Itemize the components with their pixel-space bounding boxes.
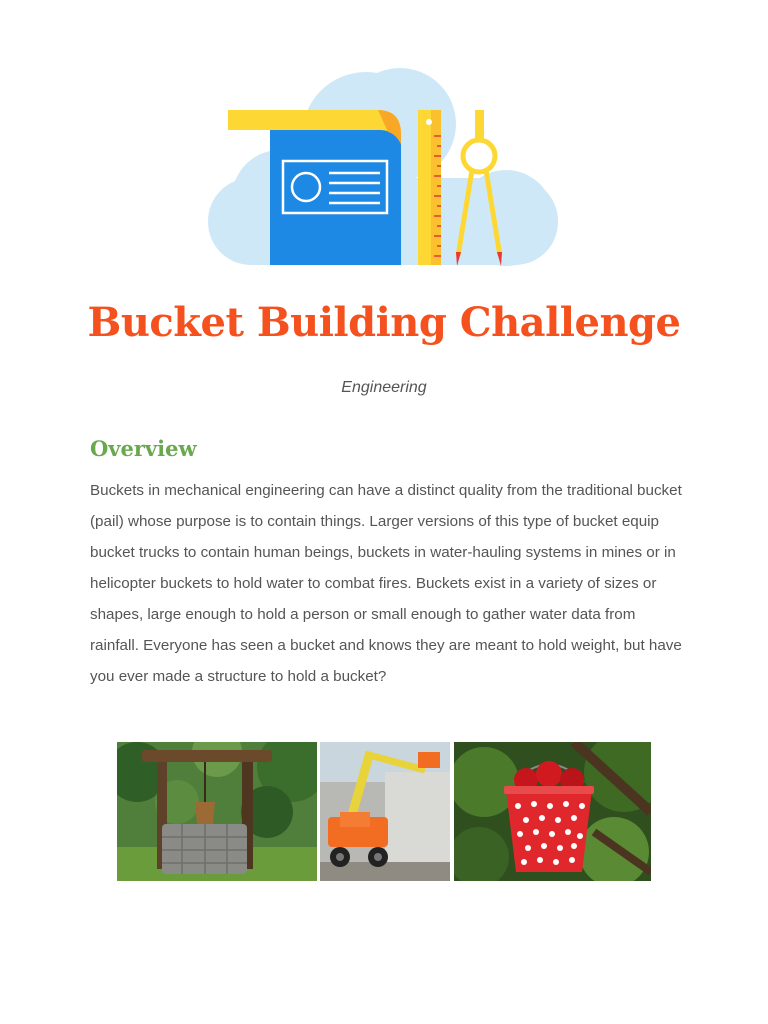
polka-dot-bucket-photo <box>454 742 651 881</box>
boom-lift-photo <box>320 742 450 881</box>
ruler-icon <box>418 110 441 265</box>
wishing-well-photo <box>117 742 317 881</box>
hero-illustration <box>204 68 564 268</box>
page-title: Bucket Building Challenge <box>87 299 681 346</box>
overview-paragraph: Buckets in mechanical engineering can have a distinct quality from the traditional bucket (pail) whose purpose is to contain things. Larger versions of this type of bucket equip bucket trucks to contain human beings, buckets in water-hauling systems in mines or in helicopter buckets to hold water to combat fires. Buckets exist in a variety of sizes or shapes, large enough to hold a person or small enough to gather water data from rainfall. Everyone has seen a bucket and knows they are meant to hold weight, but have you ever made a structure to hold a bucket? <box>90 482 682 685</box>
page-subtitle: Engineering <box>341 379 427 396</box>
overview-heading: Overview <box>90 436 197 461</box>
